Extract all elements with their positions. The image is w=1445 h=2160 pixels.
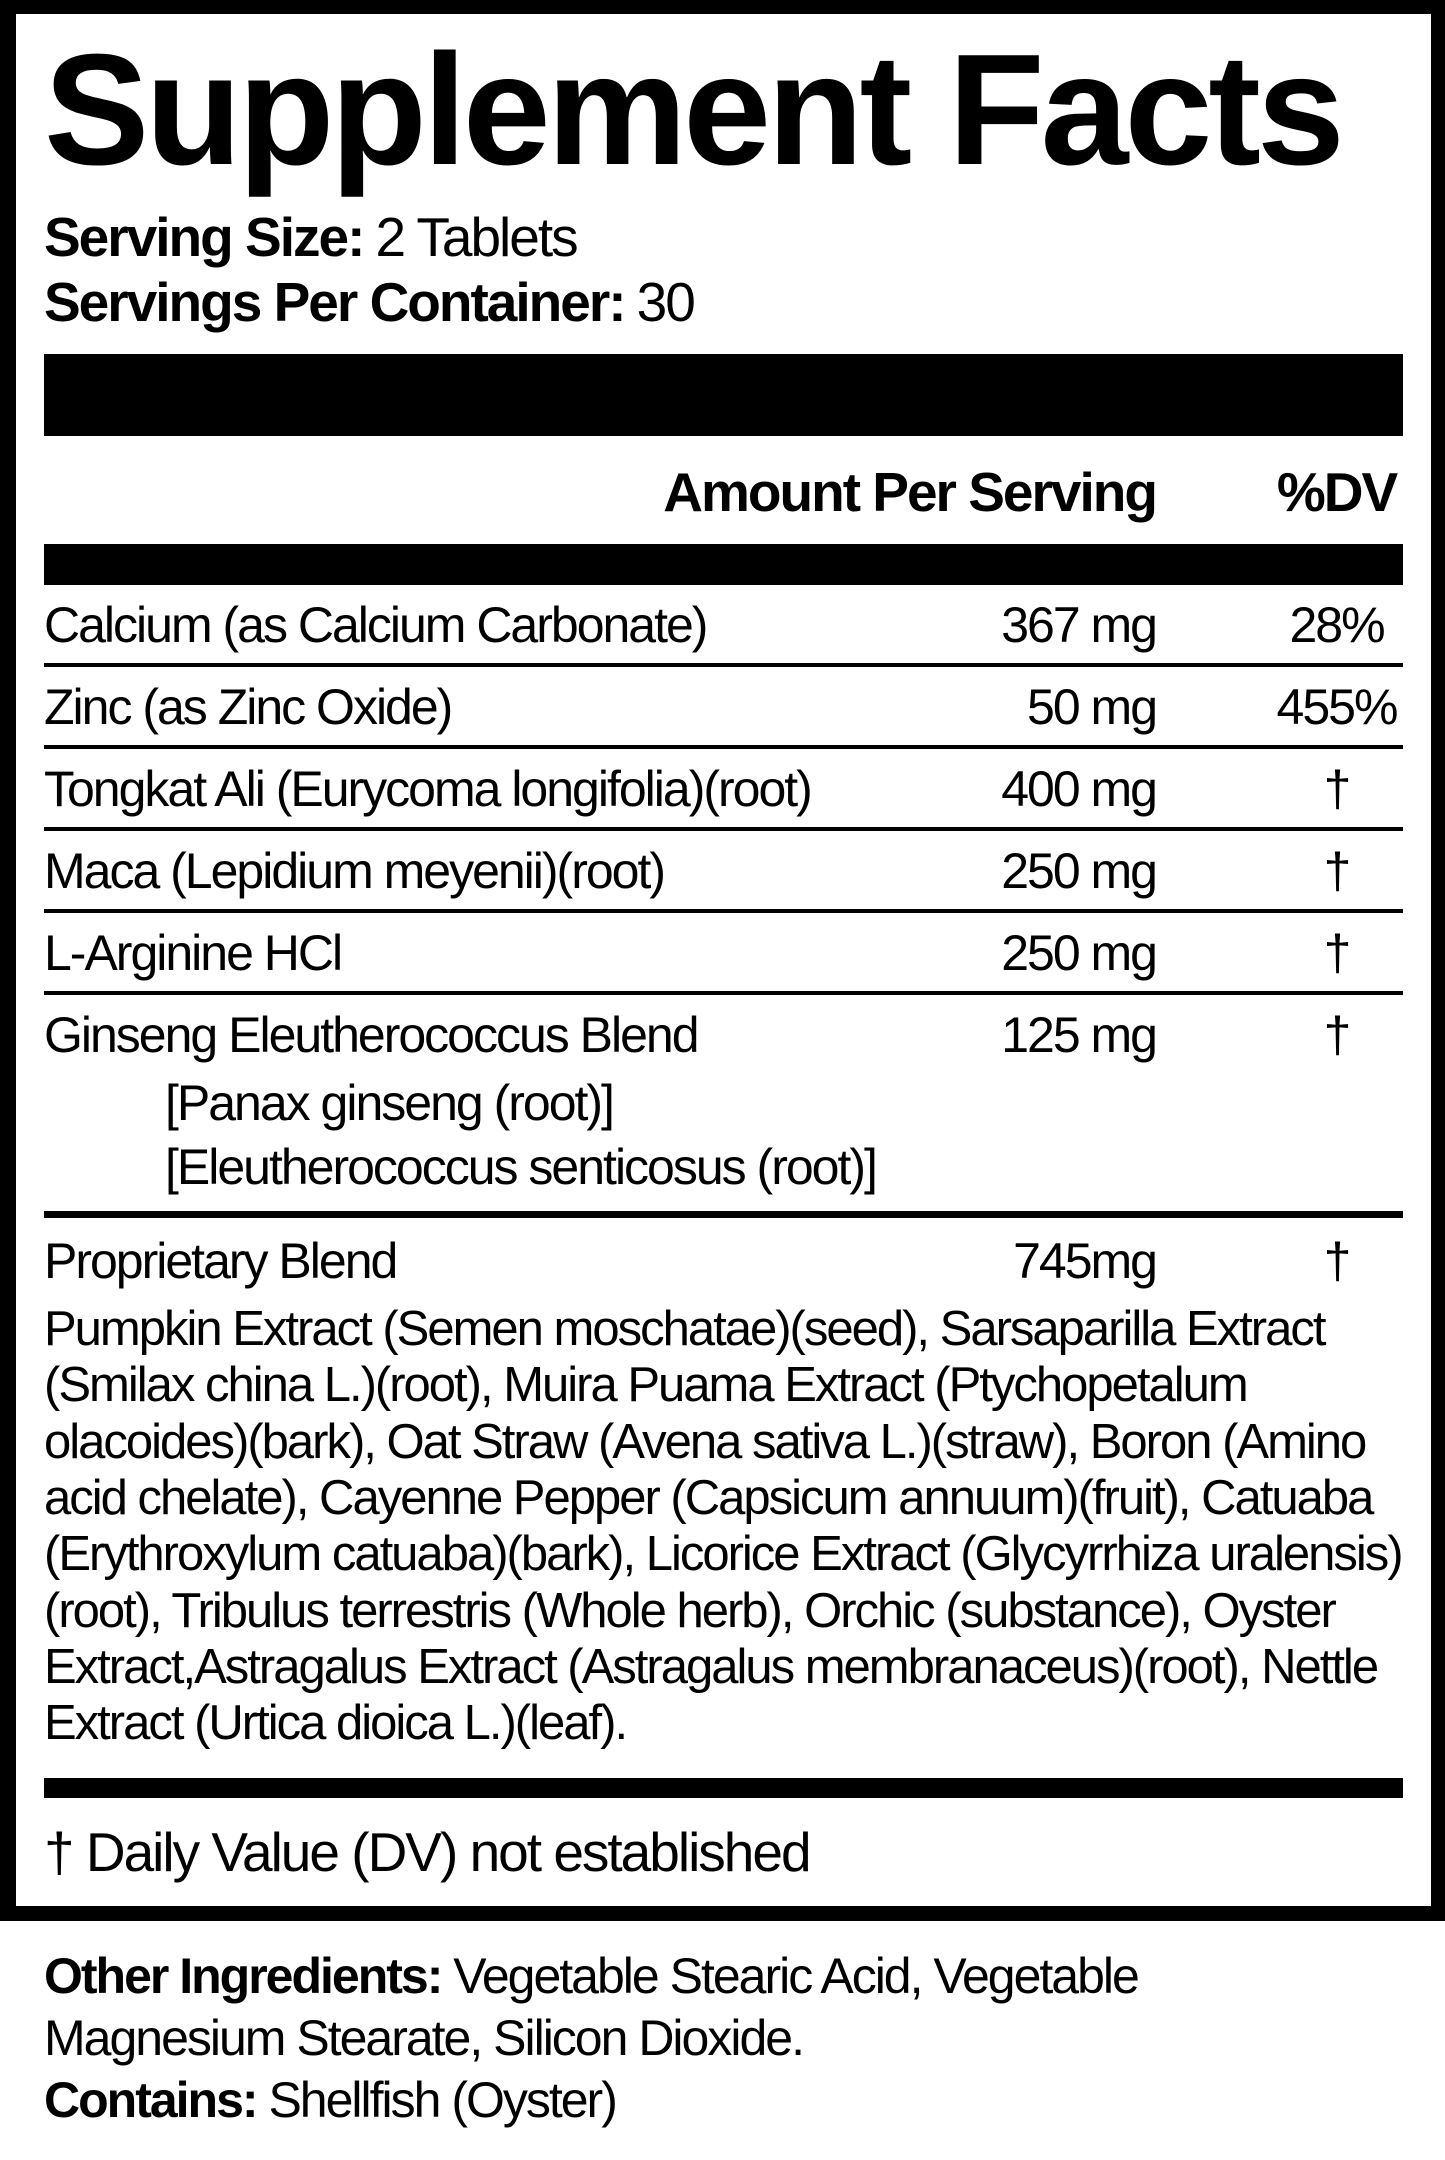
other-ingredients-label: Other Ingredients:: [44, 1947, 442, 2004]
blend-component: [Panax ginseng (root)]: [165, 1074, 613, 1131]
ingredient-dv: 28%: [1289, 596, 1384, 653]
table-row-zinc: [44, 667, 1403, 749]
daily-value-footnote: † Daily Value (DV) not established: [44, 1820, 810, 1883]
ginseng-blend-main-line: [44, 995, 1403, 1063]
other-ingredients-section: [0, 1921, 1445, 2131]
other-ingredients-line: [44, 1945, 1324, 2069]
ingredient-amount: 745mg: [1013, 1232, 1156, 1289]
table-row-proprietary-blend: [44, 1218, 1403, 1295]
separator-bar-footnote: [44, 1778, 1403, 1798]
ingredient-name: L-Arginine HCl: [44, 924, 342, 981]
table-row-maca: [44, 831, 1403, 913]
serving-size-value: 2 Tablets: [375, 206, 577, 269]
other-ingredients-value: Vegetable Stearic Acid, Vegetable Magnesium Stearate, Silicon Dioxide.: [44, 1947, 1138, 2066]
table-row-l-arginine: [44, 913, 1403, 995]
serving-size-line: [44, 205, 1403, 269]
ingredient-name: Zinc (as Zinc Oxide): [44, 678, 452, 735]
ingredient-amount: 367 mg: [1001, 596, 1156, 653]
ingredient-amount: 250 mg: [1001, 924, 1156, 981]
separator-bar-top: [44, 354, 1403, 436]
serving-size-label: Serving Size:: [44, 206, 364, 269]
table-header-row: [44, 436, 1403, 544]
contains-value: Shellfish (Oyster): [256, 2071, 616, 2128]
ingredient-amount: 50 mg: [1027, 678, 1156, 735]
ingredient-dv: 455%: [1276, 678, 1397, 735]
table-row-tongkat-ali: [44, 749, 1403, 831]
separator-bar-header: [44, 544, 1403, 585]
table-row-calcium: [44, 585, 1403, 667]
proprietary-blend-description: Pumpkin Extract (Semen moschatae)(seed), Sarsaparilla Extract (Smilax china L.)(root), Muira Puama Extract (Ptychopetalum olacoides)(bark), Oat Straw (Avena sativa L.)(straw), Boron (Amino acid chelate), Cayenne Pepper (Capsicum annuum)(fruit), Catuaba (Erythroxylum catuaba)(bark), Licorice Extract (Glycyrrhiza uralensis)(root), Tribulus terrestris (Whole herb), Orchic (substance), Oyster Extract,Astragalus Extract (Astragalus membranaceus)(root), Nettle Extract (Urtica dioica L.)(leaf).: [44, 1301, 1402, 1751]
ingredient-amount: 250 mg: [1001, 842, 1156, 899]
ingredient-dv: †: [1323, 1232, 1350, 1289]
ingredient-name: Ginseng Eleutherococcus Blend: [44, 1006, 698, 1063]
servings-per-container-line: [44, 270, 1403, 334]
ingredient-name: Maca (Lepidium meyenii)(root): [44, 842, 665, 899]
ingredient-dv: †: [1323, 842, 1350, 899]
servings-per-container-label: Servings Per Container:: [44, 270, 625, 333]
serving-info: [44, 205, 1403, 334]
ingredient-amount: 125 mg: [1001, 1006, 1156, 1063]
ingredient-dv: †: [1323, 924, 1350, 981]
ingredient-name: Proprietary Blend: [44, 1232, 397, 1289]
table-row-ginseng-blend: [44, 995, 1403, 1218]
contains-line: [44, 2069, 1324, 2131]
ingredient-amount: 400 mg: [1001, 760, 1156, 817]
ginseng-blend-components: [44, 1063, 1403, 1211]
blend-component: [Eleutherococcus senticosus (root)]: [165, 1138, 876, 1195]
ingredient-name: Tongkat Ali (Eurycoma longifolia)(root): [44, 760, 811, 817]
ingredient-name: Calcium (as Calcium Carbonate): [44, 596, 707, 653]
servings-per-container-value: 30: [636, 270, 694, 333]
panel-title: Supplement Facts: [44, 22, 1341, 198]
dv-header: %DV: [1276, 460, 1397, 523]
ingredient-dv: †: [1323, 760, 1350, 817]
contains-label: Contains:: [44, 2071, 257, 2128]
ingredient-dv: †: [1323, 1006, 1350, 1063]
amount-per-serving-header: Amount Per Serving: [663, 460, 1156, 523]
